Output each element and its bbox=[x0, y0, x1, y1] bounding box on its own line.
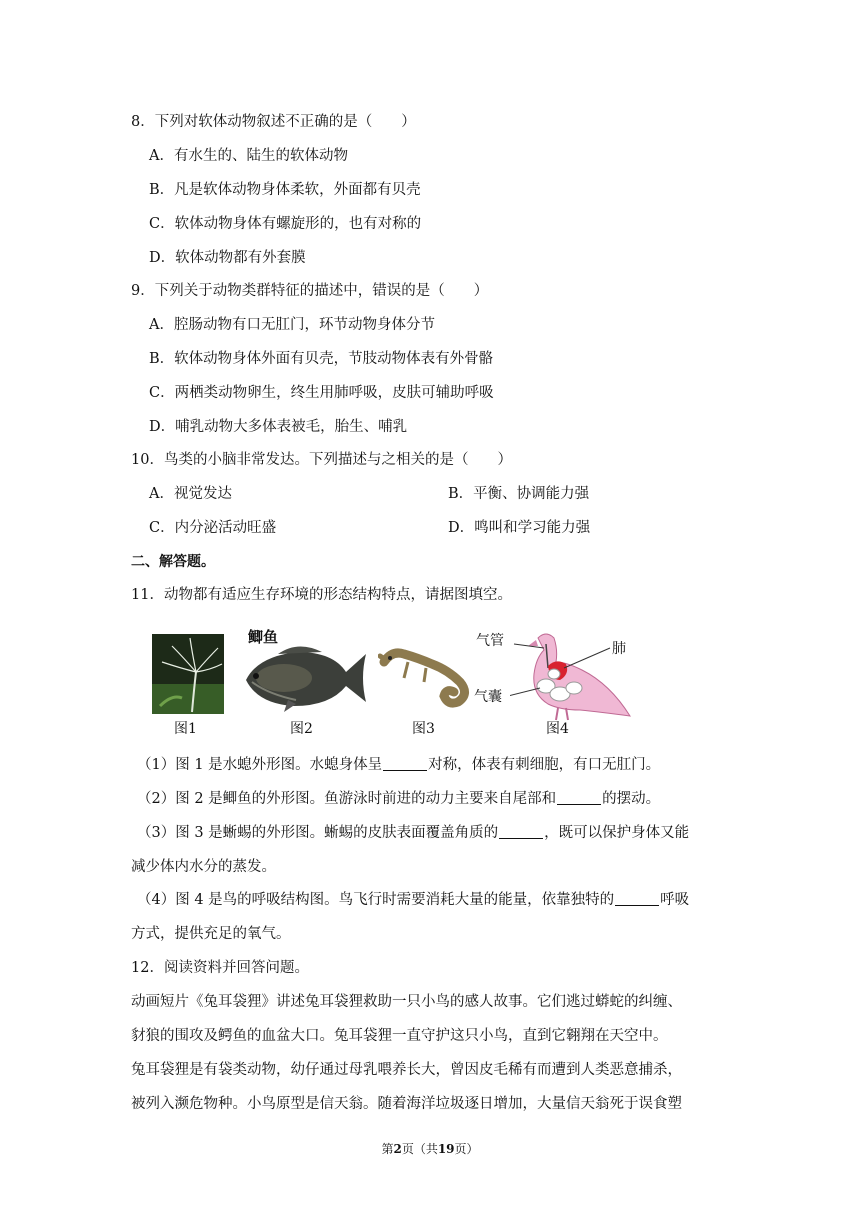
question-10-option-c: C．内分泌活动旺盛 bbox=[149, 520, 277, 536]
question-8-option-d: D．软体动物都有外套膜 bbox=[149, 250, 306, 266]
footer-prefix: 第 bbox=[381, 1142, 394, 1156]
question-10-option-b: B．平衡、协调能力强 bbox=[448, 486, 590, 502]
q11-sub-1-b: 对称，体表有刺细胞，有口无肛门。 bbox=[428, 757, 661, 773]
page-footer bbox=[0, 1140, 860, 1157]
q11-sub-2-a: （2）图 2 是鲫鱼的外形图。鱼游泳时前进的动力主要来自尾部和 bbox=[137, 791, 557, 807]
q12-passage-line-2: 豺狼的围攻及鳄鱼的血盆大口。兔耳袋狸一直守护这只小鸟，直到它翱翔在天空中。 bbox=[131, 1028, 668, 1044]
question-8-option-b: B．凡是软体动物身体柔软，外面都有贝壳 bbox=[149, 182, 421, 198]
question-9-option-c: C．两栖类动物卵生，终生用肺呼吸，皮肤可辅助呼吸 bbox=[149, 385, 494, 401]
section-heading: 二、解答题。 bbox=[131, 554, 215, 570]
figure-row bbox=[150, 628, 640, 738]
q11-sub-4-a: （4）图 4 是鸟的呼吸结构图。鸟飞行时需要消耗大量的能量，依靠独特的 bbox=[137, 892, 615, 908]
air-sac-label: 气囊 bbox=[474, 689, 502, 705]
question-10-option-a: A．视觉发达 bbox=[149, 486, 232, 502]
trachea-label: 气管 bbox=[476, 633, 504, 649]
q11-sub-2-b: 的摆动。 bbox=[602, 791, 661, 807]
question-8-option-c: C．软体动物身体有螺旋形的，也有对称的 bbox=[149, 216, 422, 232]
lung-label: 肺 bbox=[612, 641, 626, 657]
q11-sub-3 bbox=[137, 823, 689, 843]
crucian-carp-image bbox=[238, 642, 370, 714]
q11-sub-4 bbox=[137, 890, 689, 910]
question-9-option-b: B．软体动物身体外面有贝壳，节肢动物体表有外骨骼 bbox=[149, 351, 494, 367]
question-11-stem: 11．动物都有适应生存环境的形态结构特点，请据图填空。 bbox=[131, 587, 512, 603]
footer-suffix: 页） bbox=[454, 1142, 479, 1156]
caption-figure-2: 图2 bbox=[290, 721, 313, 737]
q12-passage-line-4: 被列入濒危物种。小鸟原型是信天翁。随着海洋垃圾逐日增加，大量信天翁死于误食塑 bbox=[131, 1096, 682, 1112]
q11-sub-3-b: ，既可以保护身体又能 bbox=[544, 825, 690, 841]
q11-sub-1-a: （1）图 1 是水螅外形图。水螅身体呈 bbox=[137, 757, 383, 773]
question-8-stem: 8．下列对软体动物叙述不正确的是（ ） bbox=[131, 114, 416, 130]
footer-page-number: 2 bbox=[393, 1142, 402, 1156]
q12-passage-line-1: 动画短片《兔耳袋狸》讲述兔耳袋狸救助一只小鸟的感人故事。它们逃过蟒蛇的纠缠、 bbox=[131, 994, 682, 1010]
question-9-option-d: D．哺乳动物大多体表被毛，胎生、哺乳 bbox=[149, 419, 408, 435]
question-10-option-d: D．鸣叫和学习能力强 bbox=[448, 520, 591, 536]
footer-total-pages: 19 bbox=[437, 1142, 455, 1156]
answer-blank bbox=[615, 891, 659, 906]
q11-sub-1 bbox=[137, 755, 660, 775]
q11-sub-4-cont: 方式，提供充足的氧气。 bbox=[131, 926, 291, 942]
hydra-photo bbox=[152, 634, 224, 714]
q11-sub-3-cont: 减少体内水分的蒸发。 bbox=[131, 859, 276, 875]
question-8-option-a: A．有水生的、陆生的软体动物 bbox=[149, 148, 348, 164]
lizard-image bbox=[378, 638, 474, 710]
fish-label: 鲫鱼 bbox=[248, 628, 279, 646]
bird-respiratory-diagram bbox=[510, 628, 640, 722]
question-9-option-a: A．腔肠动物有口无肛门，环节动物身体分节 bbox=[149, 317, 435, 333]
q11-sub-3-a: （3）图 3 是蜥蜴的外形图。蜥蜴的皮肤表面覆盖角质的 bbox=[137, 825, 499, 841]
question-10-stem: 10．鸟类的小脑非常发达。下列描述与之相关的是（ ） bbox=[131, 452, 512, 468]
q11-sub-4-b: 呼吸 bbox=[660, 892, 690, 908]
caption-figure-1: 图1 bbox=[174, 721, 197, 737]
answer-blank bbox=[557, 790, 601, 805]
q11-sub-2 bbox=[137, 789, 660, 809]
q12-passage-line-3: 兔耳袋狸是有袋类动物，幼仔通过母乳喂养长大，曾因皮毛稀有而遭到人类恶意捕杀， bbox=[131, 1062, 682, 1078]
caption-figure-3: 图3 bbox=[412, 721, 435, 737]
caption-figure-4: 图4 bbox=[546, 721, 569, 737]
footer-middle: 页（共 bbox=[401, 1142, 438, 1156]
question-9-stem: 9．下列关于动物类群特征的描述中，错误的是（ ） bbox=[131, 283, 489, 299]
question-12-stem: 12．阅读资料并回答问题。 bbox=[131, 960, 309, 976]
answer-blank bbox=[383, 756, 427, 771]
answer-blank bbox=[499, 824, 543, 839]
